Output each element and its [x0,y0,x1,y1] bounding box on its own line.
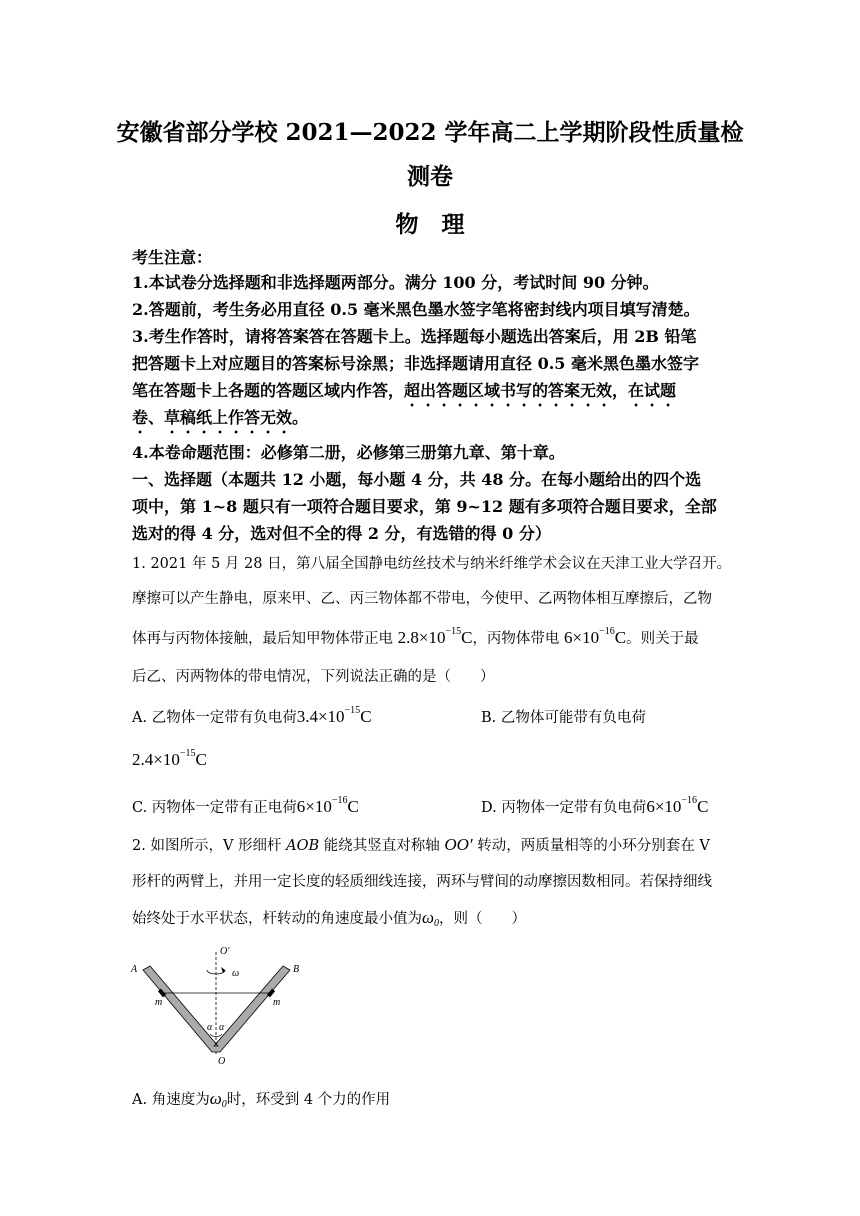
notice-item-3-line4-end: 。 [292,408,309,427]
q1-option-a-value: $3.4\times 10^{-15}C$ [296,705,372,726]
notice-item-3-line2: 把答题卡上对应题目的答案标号涂黑；非选择题请用直径 0.5 毫米黑色墨水签字 [132,354,699,373]
label-a: A [131,964,138,975]
section-1-heading-line1: 一、选择题（本题共 12 小题，每小题 4 分，共 48 分。在每小题给出的四个选 [132,470,702,489]
notice-item-3-line4-emphasis: 卷、草稿纸上作答无效 [132,408,293,427]
section-1-heading-line3: 选对的得 4 分，选对但不全的得 2 分，有选错的得 0 分） [132,524,551,543]
notice-item-2: 2.答题前，考生务必用直径 0.5 毫米黑色墨水签字笔将密封线内项目填写清楚。 [132,300,700,319]
q2-option-a: A. 角速度为$\omega_0$时，环受到 4 个力的作用 [132,1089,391,1110]
notice-heading: 考生注意： [132,248,213,267]
q2-line2: 形杆的两臂上，并用一定长度的轻质细线连接，两环与臂间的动摩擦因数相同。若保持细线 [132,874,712,890]
q2-option-a-omega0: $\omega_0$ [209,1089,227,1110]
notice-item-3-line3-plain: 笔在答题卡上各题的答题区域内作答， [132,381,405,400]
notice-item-4: 4.本卷命题范围：必修第二册，必修第三册第九章、第十章。 [132,443,565,462]
q1-line3-text-a: 体再与丙物体接触，最后知甲物体带正电 [132,631,393,647]
q2-line3: 始终处于水平状态，杆转动的角速度最小值为$\omega_0$，则（ ） [132,908,527,929]
q1-option-b-value: $2.4\times 10^{-15}C$ [132,748,207,769]
q1-option-d-value: $6\times 10^{-16}C$ [646,795,709,816]
label-alpha-left: α [207,1022,213,1033]
label-b: B [293,964,300,975]
page-title-continued: 测卷 [407,163,453,190]
notice-item-3-line3-emphasis: 超出答题区域书写的答案无效，在试题 [404,381,677,400]
q1-option-c-value: $6\times 10^{-16}C$ [296,795,359,816]
v-rod [143,966,290,1052]
page-title: 安徽省部分学校 2021—2022 学年高二上学期阶段性质量检 [116,119,744,146]
notice-item-3-line4 [132,405,308,437]
label-m-right: m [273,997,281,1008]
section-1-heading-line2: 项中，第 1~8 题只有一项符合题目要求，第 9~12 题有多项符合题目要求，全部 [132,497,717,516]
label-alpha-right: α [219,1022,225,1033]
q1-option-a: A. 乙物体一定带有负电荷$3.4\times 10^{-15}C$ [132,705,372,726]
label-o: O [218,1056,226,1067]
q1-charge-bing: $6\times 10^{-16}C$ [564,626,627,647]
subject-title: 物 理 [395,211,465,238]
q2-rod-label: AOB [286,838,320,854]
q1-option-c: C. 丙物体一定带有正电荷$6\times 10^{-16}C$ [132,795,359,816]
notice-item-3-line1: 3.考生作答时，请将答案答在答题卡上。选择题每小题选出答案后，用 2B 铅笔 [132,327,697,346]
q2-omega0: $\omega_0$ [422,908,440,929]
q1-line1: 1. 2021 年 5 月 28 日，第八届全国静电纺丝技术与纳米纤维学术会议在天津工业大学召开。 [132,556,732,572]
q1-line3-text-c: 。则关于最 [626,631,699,647]
v-shaped-rod-diagram [128,942,308,1067]
q1-line2: 摩擦可以产生静电，原来甲、乙、丙三物体都不带电，今使甲、乙两物体相互摩擦后，乙物 [132,591,712,607]
label-omega: ω [232,968,240,979]
q1-line3 [132,626,699,648]
notice-item-1: 1.本试卷分选择题和非选择题两部分。满分 100 分，考试时间 90 分钟。 [132,273,659,292]
q1-charge-jia: $2.8\times 10^{-15}C$ [397,626,473,647]
q2-line1: 2. 如图所示，V 形细杆 AOB 能绕其竖直对称轴 OO′ 转动，两质量相等的小环分别套在 V [132,835,710,854]
label-o-prime: O′ [220,946,230,957]
q1-option-d: D. 丙物体一定带有负电荷$6\times 10^{-16}C$ [481,795,709,816]
q1-line3-text-b: ，丙物体带电 [472,631,560,647]
q1-line4: 后乙、丙两物体的带电情况，下列说法正确的是（ ） [132,669,495,685]
label-m-left: m [155,997,163,1008]
q2-axis-label: OO′ [444,835,473,854]
q1-option-b: B. 乙物体可能带有负电荷 [481,710,646,726]
